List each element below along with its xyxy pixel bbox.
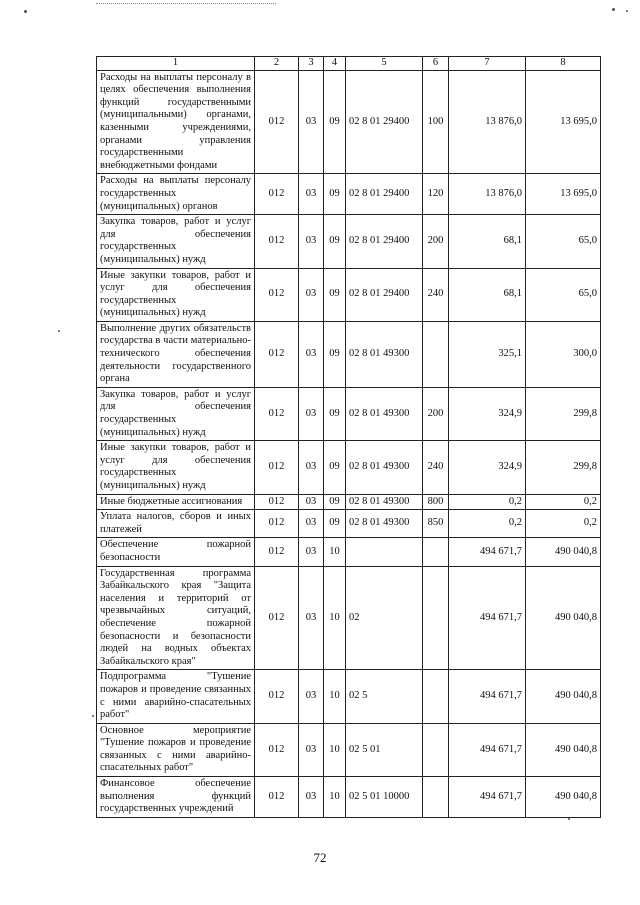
cell-amount-8: 299,8 — [526, 387, 601, 440]
cell-csr: 02 8 01 29400 — [346, 215, 423, 268]
cell-csr: 02 8 01 49300 — [346, 321, 423, 387]
row-name: Финансовое обеспечение выполнения функций государственных учреждений — [97, 777, 255, 818]
header-row — [97, 57, 601, 71]
cell-vr: 240 — [423, 268, 449, 321]
col-header: 1 — [97, 57, 255, 71]
table-row — [97, 321, 601, 387]
cell-amount-8: 490 040,8 — [526, 538, 601, 566]
cell-gr: 012 — [255, 494, 299, 510]
cell-amount-7: 494 671,7 — [449, 538, 526, 566]
cell-amount-7: 13 876,0 — [449, 70, 526, 174]
cell-amount-8: 490 040,8 — [526, 566, 601, 670]
col-header: 3 — [299, 57, 324, 71]
cell-rz: 03 — [299, 510, 324, 538]
table-body — [97, 70, 601, 817]
table-row — [97, 538, 601, 566]
cell-gr: 012 — [255, 777, 299, 818]
cell-amount-8: 0,2 — [526, 494, 601, 510]
col-header: 8 — [526, 57, 601, 71]
budget-table — [96, 56, 601, 818]
cell-csr: 02 8 01 49300 — [346, 441, 423, 494]
cell-vr: 120 — [423, 174, 449, 215]
cell-rz: 03 — [299, 387, 324, 440]
cell-csr: 02 8 01 49300 — [346, 387, 423, 440]
scan-speck — [568, 818, 570, 820]
cell-amount-7: 0,2 — [449, 494, 526, 510]
cell-pr: 10 — [324, 566, 346, 670]
cell-vr: 800 — [423, 494, 449, 510]
cell-pr: 10 — [324, 538, 346, 566]
cell-gr: 012 — [255, 670, 299, 723]
cell-vr — [423, 777, 449, 818]
cell-pr: 09 — [324, 70, 346, 174]
cell-gr: 012 — [255, 441, 299, 494]
scan-speck — [58, 330, 60, 332]
cell-amount-7: 13 876,0 — [449, 174, 526, 215]
table-row — [97, 510, 601, 538]
cell-gr: 012 — [255, 510, 299, 538]
cell-vr: 100 — [423, 70, 449, 174]
row-name: Обеспечение пожарной безопасности — [97, 538, 255, 566]
cell-csr: 02 5 — [346, 670, 423, 723]
row-name: Выполнение других обязательств государства в части материально-технического обеспечения деятельности государственного органа — [97, 321, 255, 387]
cell-pr: 09 — [324, 215, 346, 268]
cell-pr: 09 — [324, 510, 346, 538]
scan-speck — [24, 10, 27, 13]
cell-pr: 09 — [324, 174, 346, 215]
cell-pr: 10 — [324, 723, 346, 776]
cell-vr — [423, 538, 449, 566]
cell-vr — [423, 321, 449, 387]
cell-csr: 02 5 01 10000 — [346, 777, 423, 818]
cell-rz: 03 — [299, 566, 324, 670]
cell-amount-7: 494 671,7 — [449, 670, 526, 723]
cell-gr: 012 — [255, 215, 299, 268]
cell-csr: 02 8 01 29400 — [346, 70, 423, 174]
cell-amount-8: 13 695,0 — [526, 70, 601, 174]
cell-gr: 012 — [255, 268, 299, 321]
cell-csr: 02 8 01 49300 — [346, 510, 423, 538]
table-row — [97, 441, 601, 494]
cell-amount-7: 68,1 — [449, 268, 526, 321]
cell-vr: 240 — [423, 441, 449, 494]
cell-amount-8: 490 040,8 — [526, 670, 601, 723]
cell-gr: 012 — [255, 538, 299, 566]
scan-speck — [612, 8, 615, 11]
table-row — [97, 566, 601, 670]
cell-csr — [346, 538, 423, 566]
scan-speck — [92, 715, 94, 717]
cell-csr: 02 8 01 29400 — [346, 268, 423, 321]
cell-pr: 09 — [324, 321, 346, 387]
cell-amount-7: 494 671,7 — [449, 723, 526, 776]
table-row — [97, 174, 601, 215]
cell-gr: 012 — [255, 321, 299, 387]
cell-amount-7: 494 671,7 — [449, 566, 526, 670]
cell-rz: 03 — [299, 441, 324, 494]
cell-amount-7: 494 671,7 — [449, 777, 526, 818]
cell-vr — [423, 566, 449, 670]
cell-rz: 03 — [299, 70, 324, 174]
cell-gr: 012 — [255, 723, 299, 776]
cell-vr — [423, 723, 449, 776]
cell-rz: 03 — [299, 268, 324, 321]
table-row — [97, 215, 601, 268]
cell-amount-7: 68,1 — [449, 215, 526, 268]
cell-amount-8: 65,0 — [526, 215, 601, 268]
cell-csr: 02 8 01 29400 — [346, 174, 423, 215]
col-header: 6 — [423, 57, 449, 71]
cell-rz: 03 — [299, 321, 324, 387]
row-name: Закупка товаров, работ и услуг для обеспечения государственных (муниципальных) нужд — [97, 215, 255, 268]
cell-amount-8: 13 695,0 — [526, 174, 601, 215]
cell-rz: 03 — [299, 215, 324, 268]
row-name: Иные закупки товаров, работ и услуг для обеспечения государственных (муниципальных) нужд — [97, 441, 255, 494]
col-header: 2 — [255, 57, 299, 71]
cell-pr: 09 — [324, 494, 346, 510]
page-number: 72 — [313, 850, 327, 865]
table-row — [97, 777, 601, 818]
table-row — [97, 70, 601, 174]
cell-gr: 012 — [255, 387, 299, 440]
col-header: 4 — [324, 57, 346, 71]
cell-amount-8: 490 040,8 — [526, 723, 601, 776]
table-row — [97, 268, 601, 321]
row-name: Расходы на выплаты персоналу в целях обеспечения выполнения функций государственными (муниципальными) органами, казенными учреждениями, органами управления государственными внебюджетными фондами — [97, 70, 255, 174]
cell-pr: 10 — [324, 777, 346, 818]
row-name: Закупка товаров, работ и услуг для обеспечения государственных (муниципальных) нужд — [97, 387, 255, 440]
cell-rz: 03 — [299, 174, 324, 215]
cell-pr: 10 — [324, 670, 346, 723]
cell-rz: 03 — [299, 538, 324, 566]
cell-amount-7: 325,1 — [449, 321, 526, 387]
table-row — [97, 387, 601, 440]
row-name: Подпрограмма "Тушение пожаров и проведение связанных с ними аварийно-спасательных работ" — [97, 670, 255, 723]
row-name: Расходы на выплаты персоналу государственных (муниципальных) органов — [97, 174, 255, 215]
table-row — [97, 723, 601, 776]
cell-rz: 03 — [299, 670, 324, 723]
cell-gr: 012 — [255, 566, 299, 670]
cell-amount-8: 299,8 — [526, 441, 601, 494]
cell-rz: 03 — [299, 494, 324, 510]
cell-amount-8: 490 040,8 — [526, 777, 601, 818]
col-header: 7 — [449, 57, 526, 71]
cell-csr: 02 — [346, 566, 423, 670]
row-name: Государственная программа Забайкальского края "Защита населения и территорий от чрезвычайных ситуаций, обеспечение пожарной безопасности и безопасности людей на водных объектах Забайкальского края" — [97, 566, 255, 670]
cell-vr: 850 — [423, 510, 449, 538]
table-row — [97, 494, 601, 510]
scan-artifact-line — [96, 3, 276, 4]
cell-amount-8: 65,0 — [526, 268, 601, 321]
col-header: 5 — [346, 57, 423, 71]
cell-vr: 200 — [423, 215, 449, 268]
cell-vr — [423, 670, 449, 723]
row-name: Уплата налогов, сборов и иных платежей — [97, 510, 255, 538]
cell-amount-8: 0,2 — [526, 510, 601, 538]
table-row — [97, 670, 601, 723]
scan-speck — [626, 10, 628, 12]
cell-pr: 09 — [324, 441, 346, 494]
cell-gr: 012 — [255, 174, 299, 215]
cell-vr: 200 — [423, 387, 449, 440]
cell-gr: 012 — [255, 70, 299, 174]
cell-amount-7: 324,9 — [449, 387, 526, 440]
cell-pr: 09 — [324, 268, 346, 321]
cell-amount-7: 324,9 — [449, 441, 526, 494]
row-name: Иные закупки товаров, работ и услуг для обеспечения государственных (муниципальных) нужд — [97, 268, 255, 321]
row-name: Иные бюджетные ассигнования — [97, 494, 255, 510]
cell-csr: 02 8 01 49300 — [346, 494, 423, 510]
cell-rz: 03 — [299, 777, 324, 818]
row-name: Основное мероприятие "Тушение пожаров и проведение связанных с ними аварийно-спасательных работ" — [97, 723, 255, 776]
cell-rz: 03 — [299, 723, 324, 776]
cell-amount-7: 0,2 — [449, 510, 526, 538]
cell-amount-8: 300,0 — [526, 321, 601, 387]
cell-csr: 02 5 01 — [346, 723, 423, 776]
cell-pr: 09 — [324, 387, 346, 440]
